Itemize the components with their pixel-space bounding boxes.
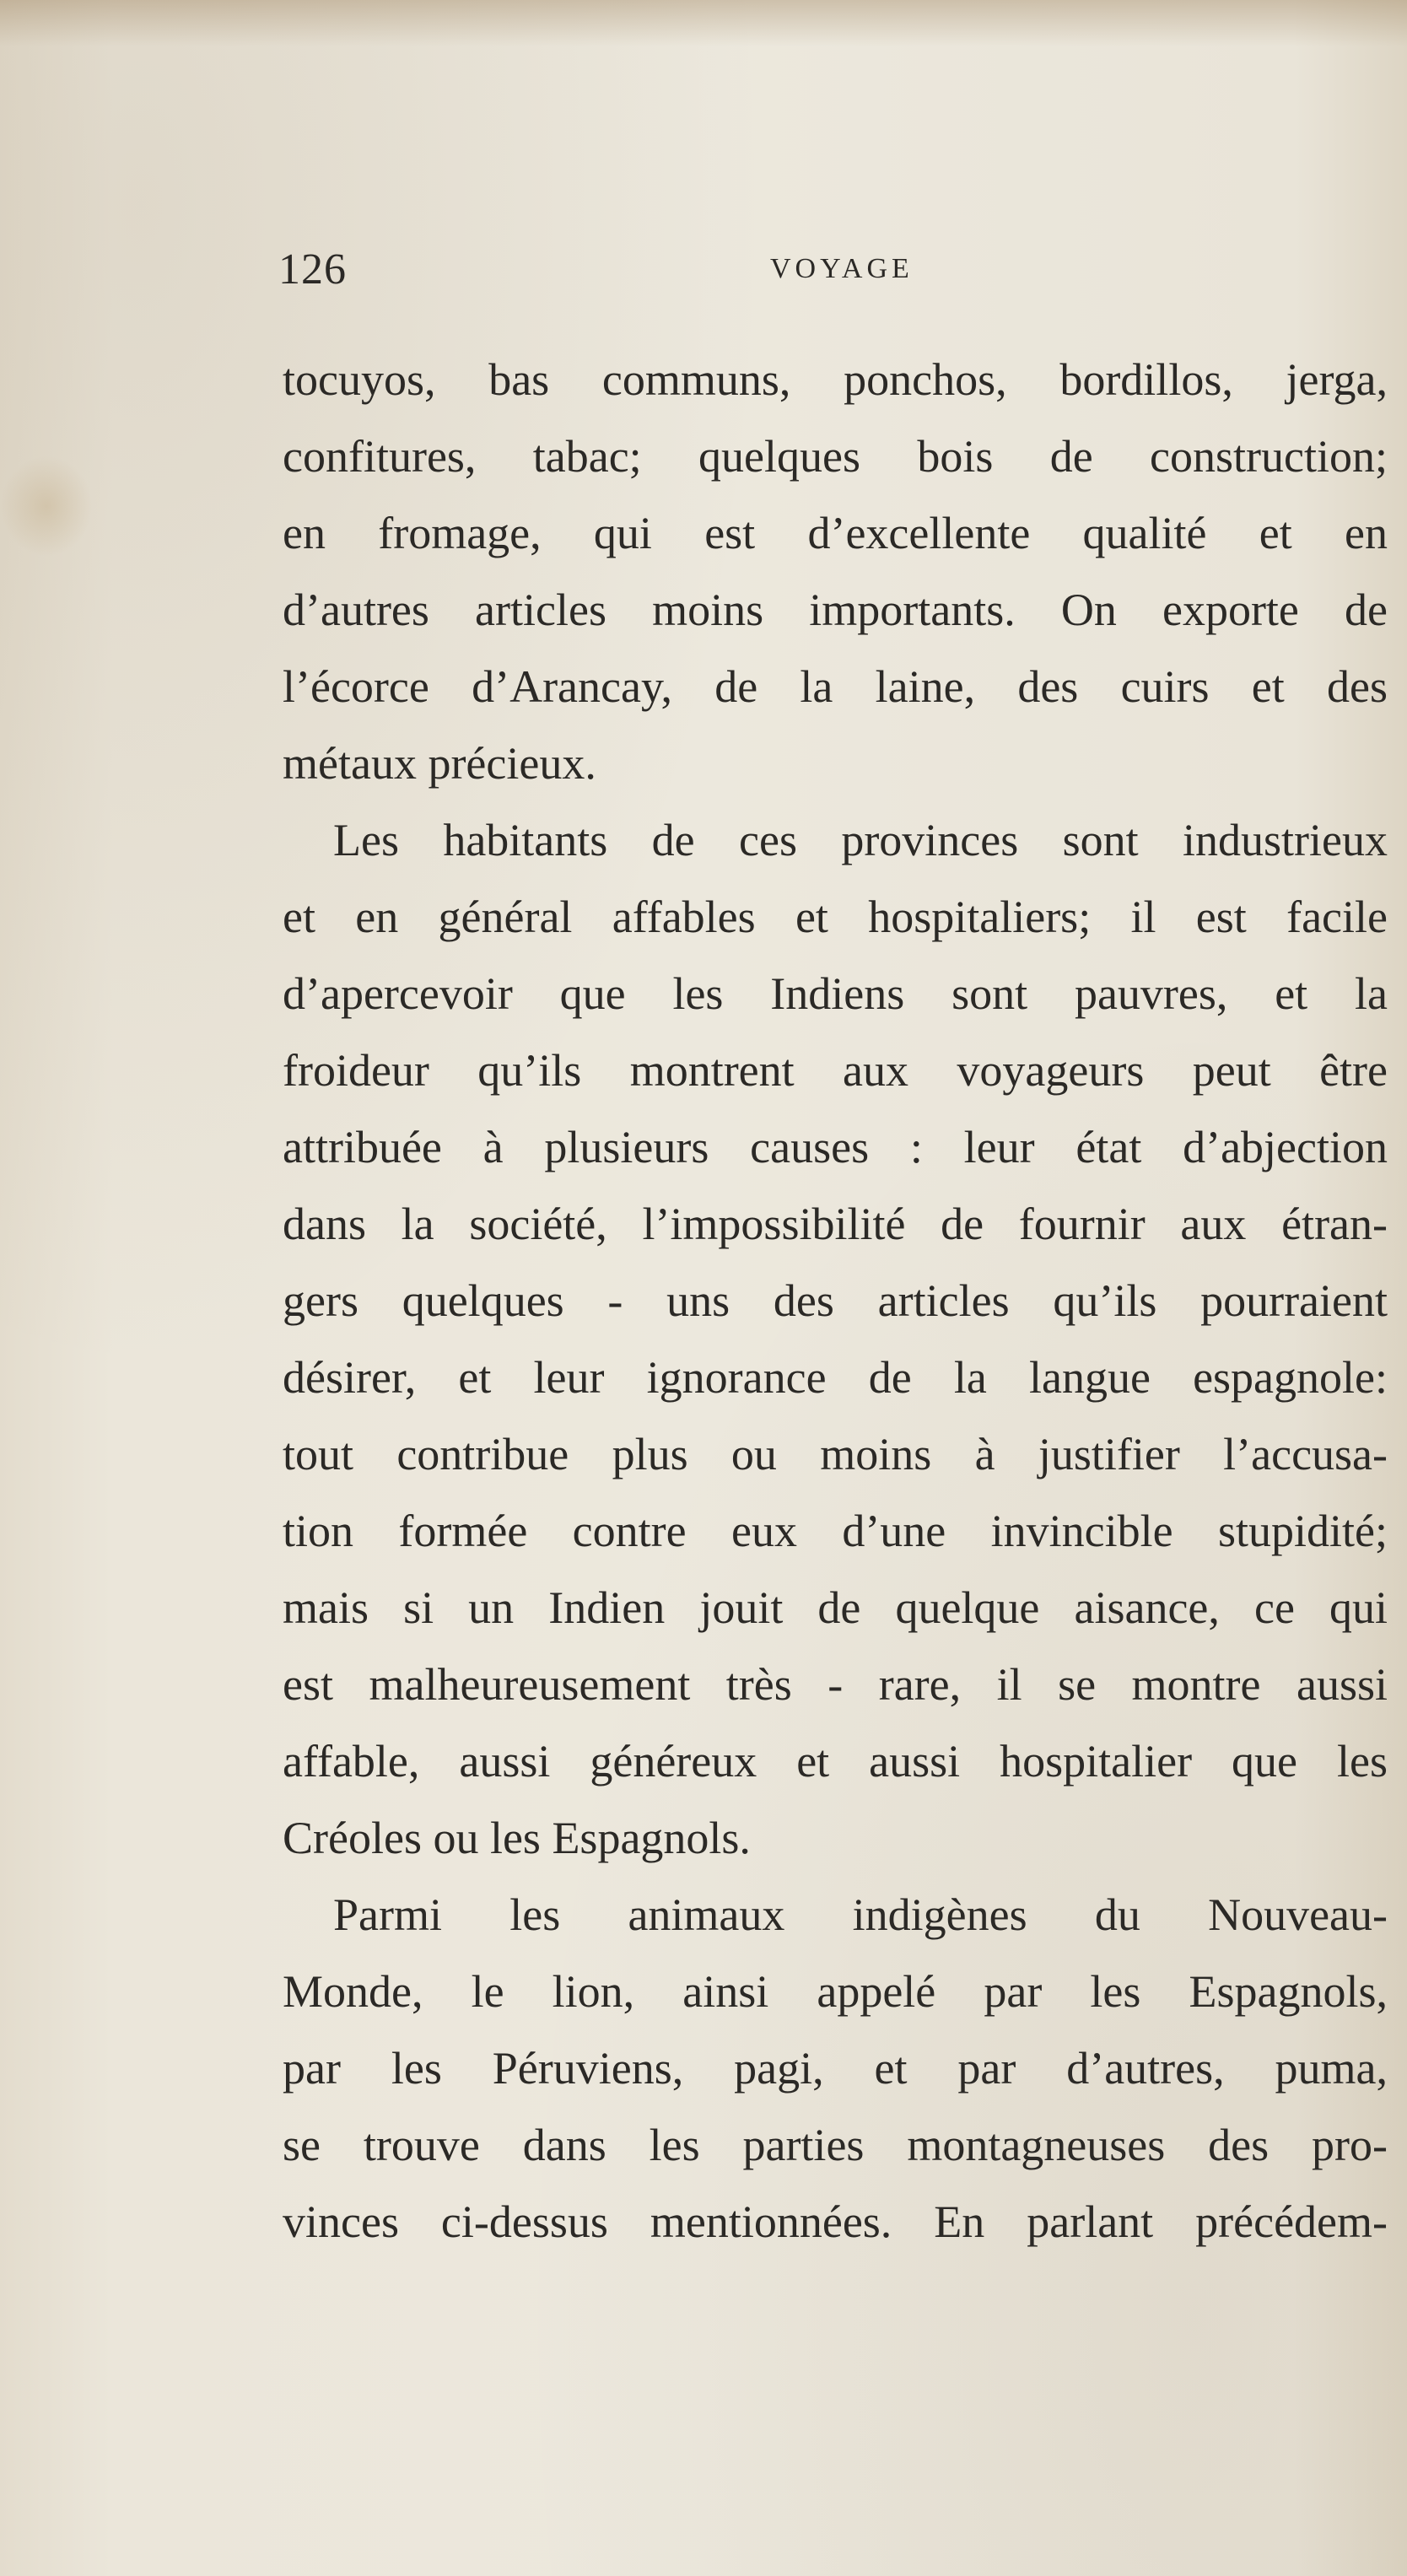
text-line: froideur qu’ils montrent aux voyageurs peut être [283, 1045, 1388, 1096]
text-line: est malheureusement très - rare, il se montre aussi [283, 1659, 1388, 1710]
running-title: VOYAGE [770, 253, 914, 284]
text-line: d’apercevoir que les Indiens sont pauvres, et la [283, 968, 1388, 1019]
text-line: affable, aussi généreux et aussi hospitalier que les [283, 1736, 1388, 1786]
paper-edge-shadow [0, 0, 1407, 46]
text-line: tocuyos, bas communs, ponchos, bordillos, jerga, [283, 354, 1388, 405]
text-line: se trouve dans les parties montagneuses des pro- [283, 2120, 1388, 2170]
text-line: confitures, tabac; quelques bois de construction; [283, 431, 1388, 482]
text-line: mais si un Indien jouit de quelque aisance, ce qui [283, 1582, 1388, 1633]
text-line: d’autres articles moins importants. On exporte de [283, 585, 1388, 635]
running-head [278, 245, 1392, 304]
text-line: Parmi les animaux indigènes du Nouveau- [333, 1889, 1388, 1940]
text-line: tion formée contre eux d’une invincible stupidité; [283, 1506, 1388, 1556]
text-line: Les habitants de ces provinces sont industrieux [333, 815, 1388, 865]
text-line: par les Péruviens, pagi, et par d’autres, puma, [283, 2043, 1388, 2094]
text-line: tout contribue plus ou moins à justifier l’accusa- [283, 1429, 1388, 1479]
text-line: et en général affables et hospitaliers; il est facile [283, 892, 1388, 942]
text-line: désirer, et leur ignorance de la langue espagnole: [283, 1352, 1388, 1403]
text-line: Monde, le lion, ainsi appelé par les Espagnols, [283, 1966, 1388, 2017]
text-line: en fromage, qui est d’excellente qualité et en [283, 508, 1388, 558]
text-line: l’écorce d’Arancay, de la laine, des cuirs et des [283, 661, 1388, 712]
text-line: métaux précieux. [283, 738, 596, 789]
text-line: vinces ci-dessus mentionnées. En parlant précédem- [283, 2196, 1388, 2247]
text-line: Créoles ou les Espagnols. [283, 1813, 751, 1863]
body-text [283, 342, 1388, 2261]
page-number: 126 [278, 245, 347, 294]
text-line: dans la société, l’impossibilité de fournir aux étran- [283, 1199, 1388, 1249]
text-line: gers quelques - uns des articles qu’ils pourraient [283, 1275, 1388, 1326]
text-line: attribuée à plusieurs causes : leur état d’abjection [283, 1122, 1388, 1172]
paper-stain [0, 455, 93, 557]
